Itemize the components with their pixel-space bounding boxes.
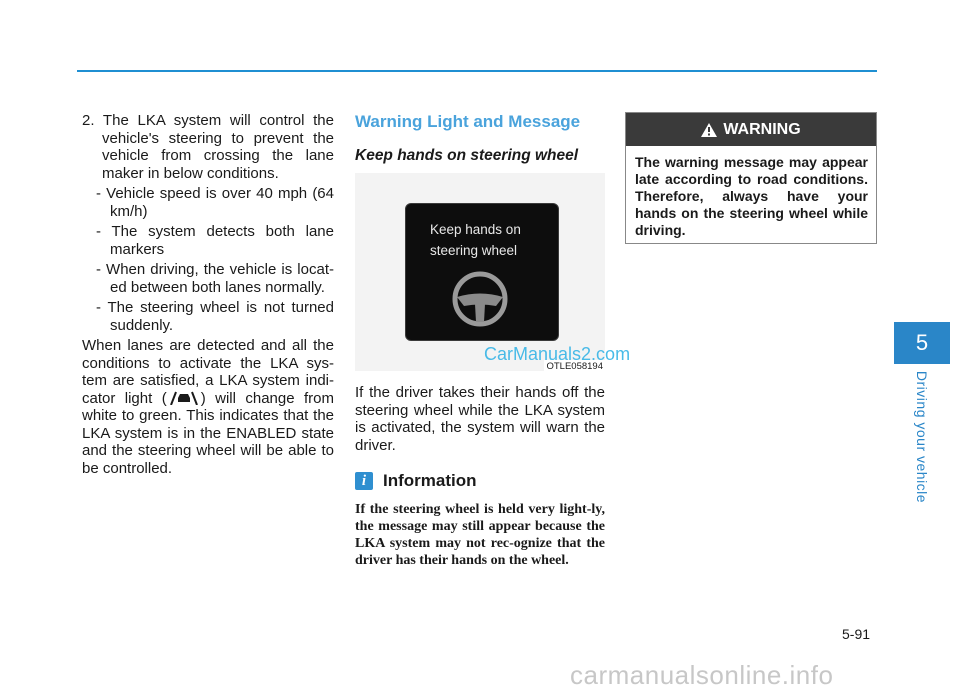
warning-title: WARNING	[723, 120, 801, 138]
watermark: CarManuals2.com	[484, 344, 631, 364]
condition-between-lanes: - When driving, the vehicle is locat-ed between both lanes normally.	[96, 261, 334, 296]
information-title: Information	[383, 471, 477, 490]
condition-steering: - The steering wheel is not turned suddenly.	[96, 299, 334, 334]
column-1	[82, 112, 334, 477]
section-title: Warning Light and Message	[355, 112, 581, 131]
chapter-label-text: Driving your vehicle	[914, 370, 930, 504]
info-icon: i	[355, 472, 373, 490]
information-body: If the steering wheel is held very light-ly, the message may still appear because the LKA system may not rec-ognize that the driver has their hands on the wheel.	[355, 502, 605, 568]
condition-lane-markers: - The system detects both lane markers	[96, 223, 334, 258]
warning-box	[625, 112, 877, 244]
figure-code: OTLE058194	[546, 361, 603, 372]
paragraph-text-after: ) will change from white to green. This indicates that the LKA system is in the ENABLED state and the steering wheel will be able to be controlled.	[82, 389, 334, 477]
condition-speed: - Vehicle speed is over 40 mph (64 km/h)	[96, 185, 334, 220]
lka-indicator-paragraph	[82, 337, 334, 477]
warning-header	[626, 113, 876, 146]
display-message-line-1: Keep hands on	[430, 222, 521, 237]
warning-description: If the driver takes their hands off the steering wheel while the LKA system is activated, the system will warn the driver.	[355, 384, 605, 454]
column-2	[355, 112, 605, 569]
chapter-label	[894, 372, 950, 502]
top-rule	[77, 70, 877, 72]
warning-triangle-icon	[701, 123, 717, 137]
list-item-2: 2. The LKA system will control the vehicle's steering to prevent the vehicle from crossing the lane maker in below conditions.	[82, 112, 334, 182]
chapter-tab: 5	[894, 322, 950, 364]
cluster-display	[405, 203, 559, 341]
subsection-title: Keep hands on steering wheel	[355, 147, 579, 164]
lka-indicator-icon	[167, 391, 201, 405]
page-number: 5-91	[842, 626, 871, 642]
cluster-figure	[355, 173, 605, 371]
information-header	[355, 471, 605, 491]
display-message-line-2: steering wheel	[430, 243, 518, 258]
paragraph-text-before: When lanes are detected and all the conditions to activate the LKA sys-tem are satisfied, a LKA system indi-cator light (	[82, 337, 334, 407]
footer-watermark: carmanualsonline.info	[570, 660, 834, 690]
warning-text: The warning message may appear late according to road conditions. Therefore, always have your hands on the steering wheel while driving.	[635, 154, 868, 238]
steering-wheel-icon	[451, 270, 509, 328]
